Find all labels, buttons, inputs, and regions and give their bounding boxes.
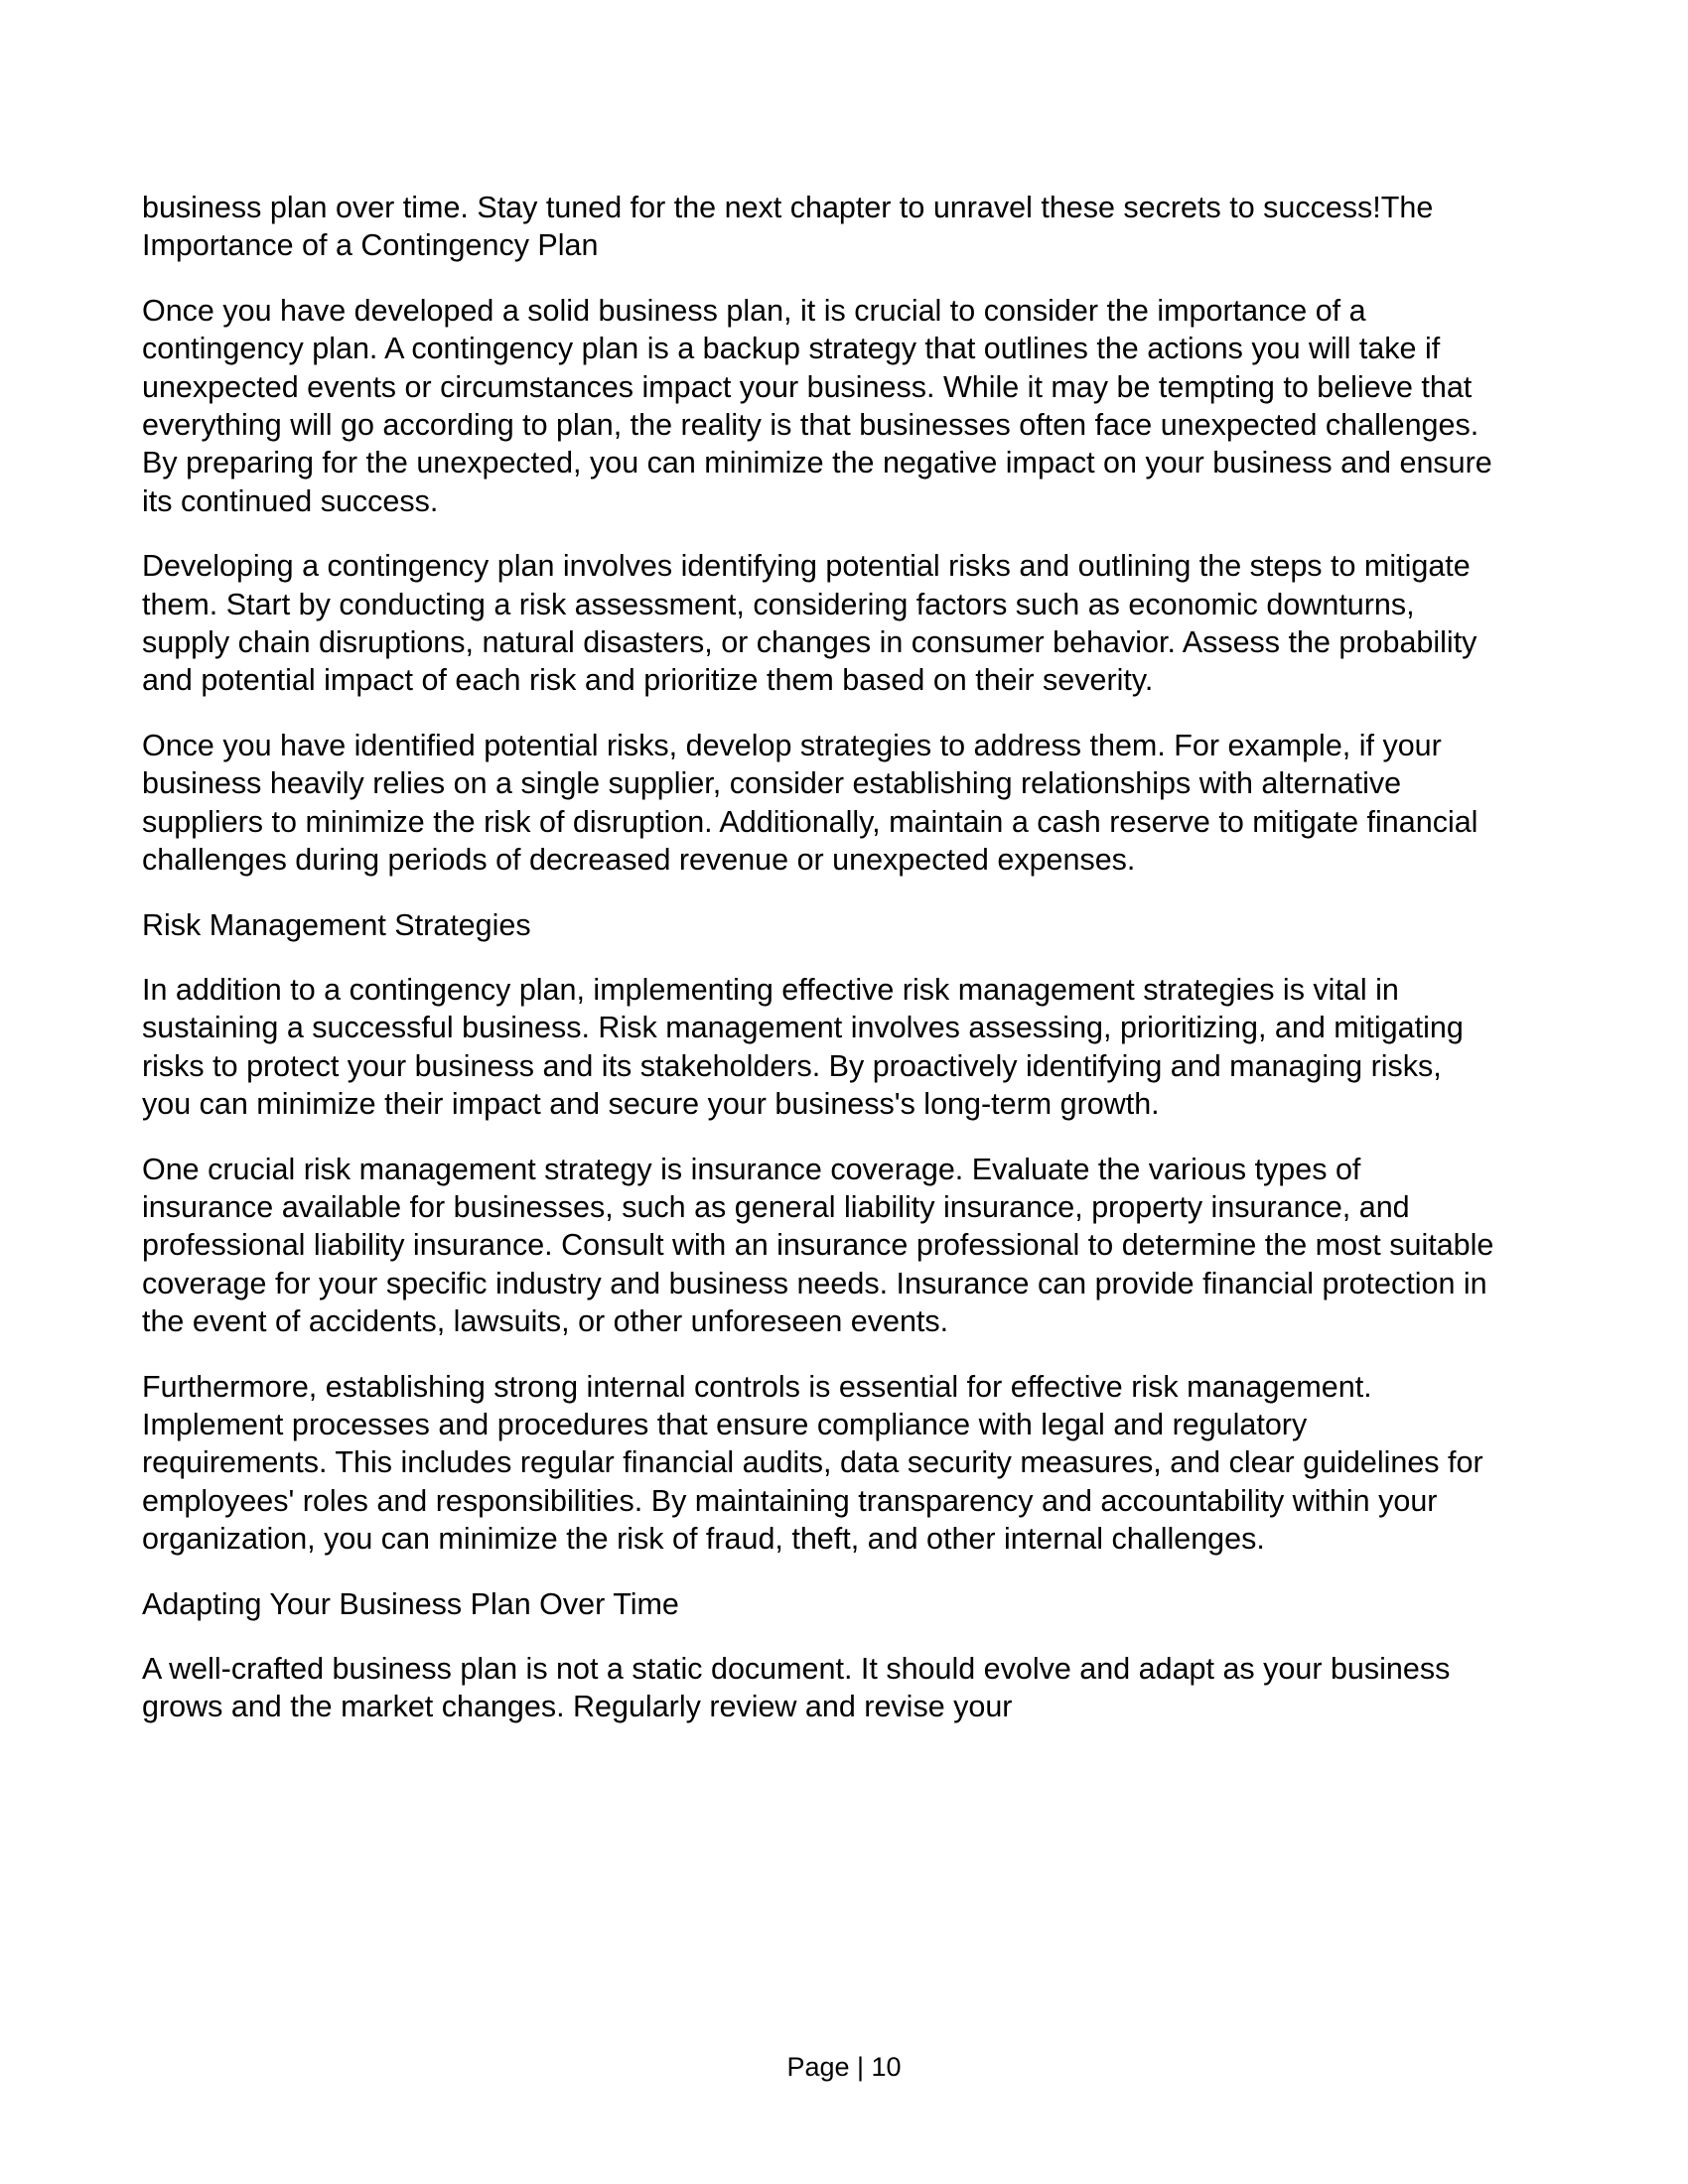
section-heading: Risk Management Strategies bbox=[142, 907, 531, 942]
paragraph: Furthermore, establishing strong internal controls is essential for effective risk management. Implement processes and procedures that ensure compliance with legal and regulatory requirements. This includes regular financial audits, data security measures, and clear guidelines for employees' roles and responsibilities. By maintaining transparency and accountability within your organization, you can minimize the risk of fraud, theft, and other internal challenges. bbox=[142, 1369, 1483, 1557]
paragraph: business plan over time. Stay tuned for the next chapter to unravel these secrets to success!The Importance of a Contingency Plan bbox=[142, 191, 1434, 263]
document-page bbox=[142, 189, 1494, 1753]
paragraph: Once you have developed a solid business plan, it is crucial to consider the importance of a contingency plan. A contingency plan is a backup strategy that outlines the actions you will take if unexpected events or circumstances impact your business. While it may be tempting to believe that everything will go according to plan, the reality is that businesses often face unexpected challenges. By preparing for the unexpected, you can minimize the negative impact on your business and ensure its continued success. bbox=[142, 293, 1492, 518]
paragraph: Developing a contingency plan involves identifying potential risks and outlining the steps to mitigate them. Start by conducting a risk assessment, considering factors such as economic downturns, supply chain disruptions, natural disasters, or changes in consumer behavior. Assess the probability and potential impact of each risk and prioritize them based on their severity. bbox=[142, 549, 1477, 698]
paragraph: One crucial risk management strategy is insurance coverage. Evaluate the various types of insurance available for businesses, such as general liability insurance, property insurance, and professional liability insurance. Consult with an insurance professional to determine the most suitable coverage for your specific industry and business needs. Insurance can provide financial protection in the event of accidents, lawsuits, or other unforeseen events. bbox=[142, 1152, 1494, 1339]
page-footer: Page | 10 bbox=[786, 2052, 902, 2082]
section-heading: Adapting Your Business Plan Over Time bbox=[142, 1586, 679, 1621]
paragraph: In addition to a contingency plan, implementing effective risk management strategies is vital in sustaining a successful business. Risk management involves assessing, prioritizing, and mitigating risks to protect your business and its stakeholders. By proactively identifying and managing risks, you can minimize their impact and secure your business's long-term growth. bbox=[142, 972, 1464, 1122]
paragraph: A well-crafted business plan is not a static document. It should evolve and adapt as your business grows and the market changes. Regularly review and revise your bbox=[142, 1652, 1451, 1724]
paragraph: Once you have identified potential risks, develop strategies to address them. For example, if your business heavily relies on a single supplier, consider establishing relationships with alternative suppliers to minimize the risk of disruption. Additionally, maintain a cash reserve to mitigate financial challenges during periods of decreased revenue or unexpected expenses. bbox=[142, 728, 1478, 878]
